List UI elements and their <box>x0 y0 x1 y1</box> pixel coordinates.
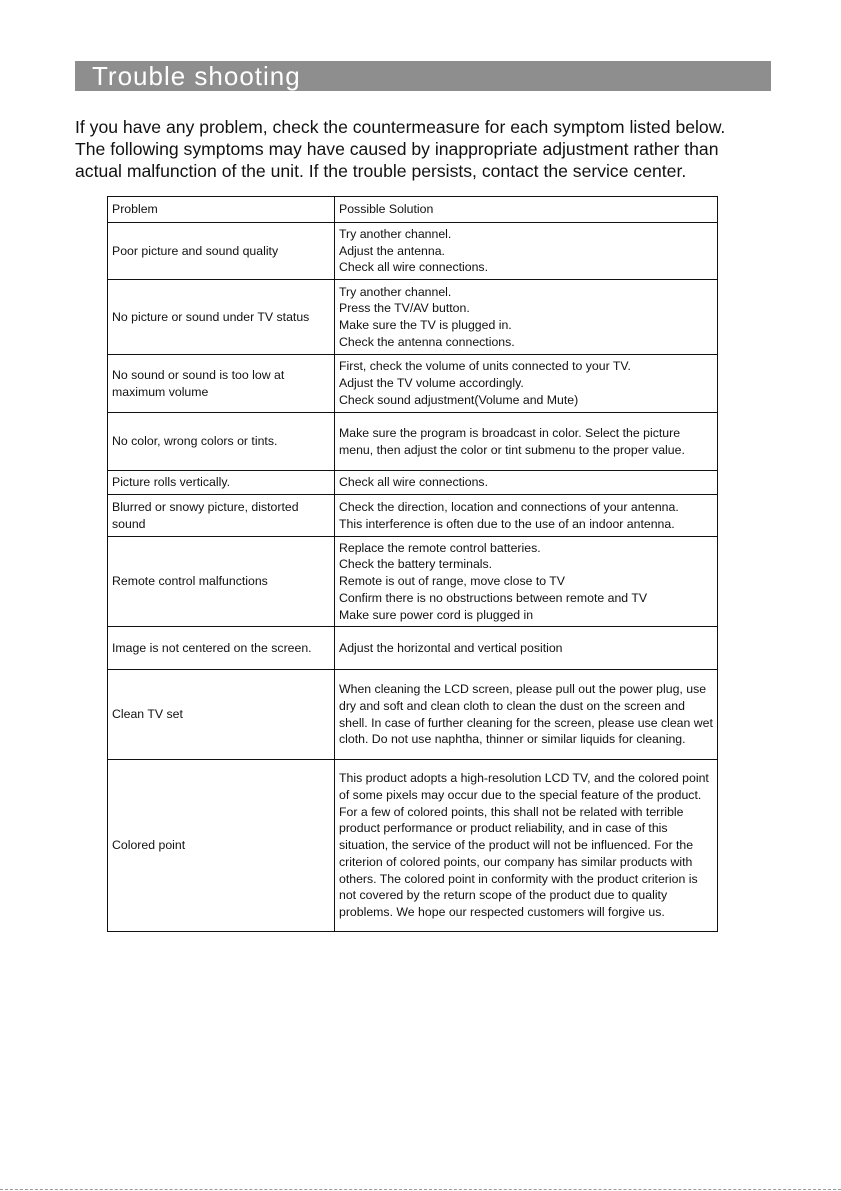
intro-paragraph <box>75 116 775 182</box>
solution-line: Press the TV/AV button. <box>339 301 470 316</box>
intro-line: The following symptoms may have caused by inappropriate adjustment rather than <box>75 139 719 159</box>
table-row <box>108 471 718 495</box>
solution-paragraph: This product adopts a high-resolution LCD TV, and the colored point of some pixels may occur due to the special feature of the product. For a few of colored points, this shall not be related with terrible product performance or product reliability, and in case of this situation, the service of the product will not be influenced. For the criterion of colored points, our company has similar products with others. The colored point in conformity with the product criterion is not covered by the return scope of the product due to quality problems. We hope our respected customers will forgive us. <box>339 771 709 919</box>
solution-line: This interference is often due to the use of an indoor antenna. <box>339 516 675 531</box>
header-solution: Possible Solution <box>335 197 718 223</box>
solution-line: Try another channel. <box>339 226 452 241</box>
solution-line: Try another channel. <box>339 284 452 299</box>
solution-line: Adjust the antenna. <box>339 243 445 258</box>
solution-line: Check the antenna connections. <box>339 334 515 349</box>
problem-cell: No color, wrong colors or tints. <box>108 413 335 471</box>
intro-line: If you have any problem, check the countermeasure for each symptom listed below. <box>75 117 726 137</box>
table-row <box>108 413 718 471</box>
solution-line: Check the battery terminals. <box>339 557 493 572</box>
solution-cell <box>335 537 718 627</box>
solution-cell <box>335 471 718 495</box>
solution-line: Confirm there is no obstructions between remote and TV <box>339 590 648 605</box>
problem-cell: Image is not centered on the screen. <box>108 627 335 670</box>
solution-line: Make sure the TV is plugged in. <box>339 318 512 332</box>
solution-cell <box>335 760 718 932</box>
solution-line: Make sure power cord is plugged in <box>339 607 534 622</box>
solution-cell <box>335 355 718 413</box>
problem-cell: No sound or sound is too low at maximum volume <box>108 355 335 413</box>
table-row <box>108 495 718 537</box>
solution-cell <box>335 627 718 670</box>
table-row <box>108 760 718 932</box>
solution-paragraph: When cleaning the LCD screen, please pull out the power plug, use dry and soft and clean cloth to clean the dust on the screen and shell. In case of further cleaning for the screen, please use clean wet cloth. Do not use naphtha, thinner or similar liquids for cleaning. <box>339 682 713 747</box>
header-problem: Problem <box>108 197 335 223</box>
problem-cell: Blurred or snowy picture, distorted sound <box>108 495 335 537</box>
solution-cell <box>335 495 718 537</box>
table-row <box>108 355 718 413</box>
solution-cell <box>335 413 718 471</box>
solution-line: Adjust the horizontal and vertical position <box>339 640 563 655</box>
problem-cell: Remote control malfunctions <box>108 537 335 627</box>
solution-paragraph: Make sure the program is broadcast in color. Select the picture menu, then adjust the color or tint submenu to the proper value. <box>339 425 685 457</box>
solution-line: Check the direction, location and connections of your antenna. <box>339 499 679 514</box>
solution-line: Replace the remote control batteries. <box>339 540 541 555</box>
page-bottom-rule <box>0 1189 841 1190</box>
solution-line: Check all wire connections. <box>339 260 488 275</box>
solution-cell <box>335 670 718 760</box>
problem-cell: Poor picture and sound quality <box>108 223 335 280</box>
problem-cell: Colored point <box>108 760 335 932</box>
table-row <box>108 223 718 280</box>
page-title: Trouble shooting <box>75 61 771 91</box>
solution-line: Check all wire connections. <box>339 475 488 490</box>
problem-cell: Picture rolls vertically. <box>108 471 335 495</box>
problem-cell: Clean TV set <box>108 670 335 760</box>
solution-line: Check sound adjustment(Volume and Mute) <box>339 392 579 407</box>
table-header-row <box>108 197 718 223</box>
table-row <box>108 670 718 760</box>
solution-cell <box>335 280 718 355</box>
solution-line: Remote is out of range, move close to TV <box>339 574 566 589</box>
solution-cell <box>335 223 718 280</box>
table-row <box>108 627 718 670</box>
table-row <box>108 537 718 627</box>
solution-line: Adjust the TV volume accordingly. <box>339 376 524 391</box>
table-row <box>108 280 718 355</box>
solution-line: First, check the volume of units connected to your TV. <box>339 359 631 374</box>
problem-cell: No picture or sound under TV status <box>108 280 335 355</box>
troubleshooting-table <box>107 196 718 932</box>
intro-line: actual malfunction of the unit. If the trouble persists, contact the service center. <box>75 161 687 181</box>
